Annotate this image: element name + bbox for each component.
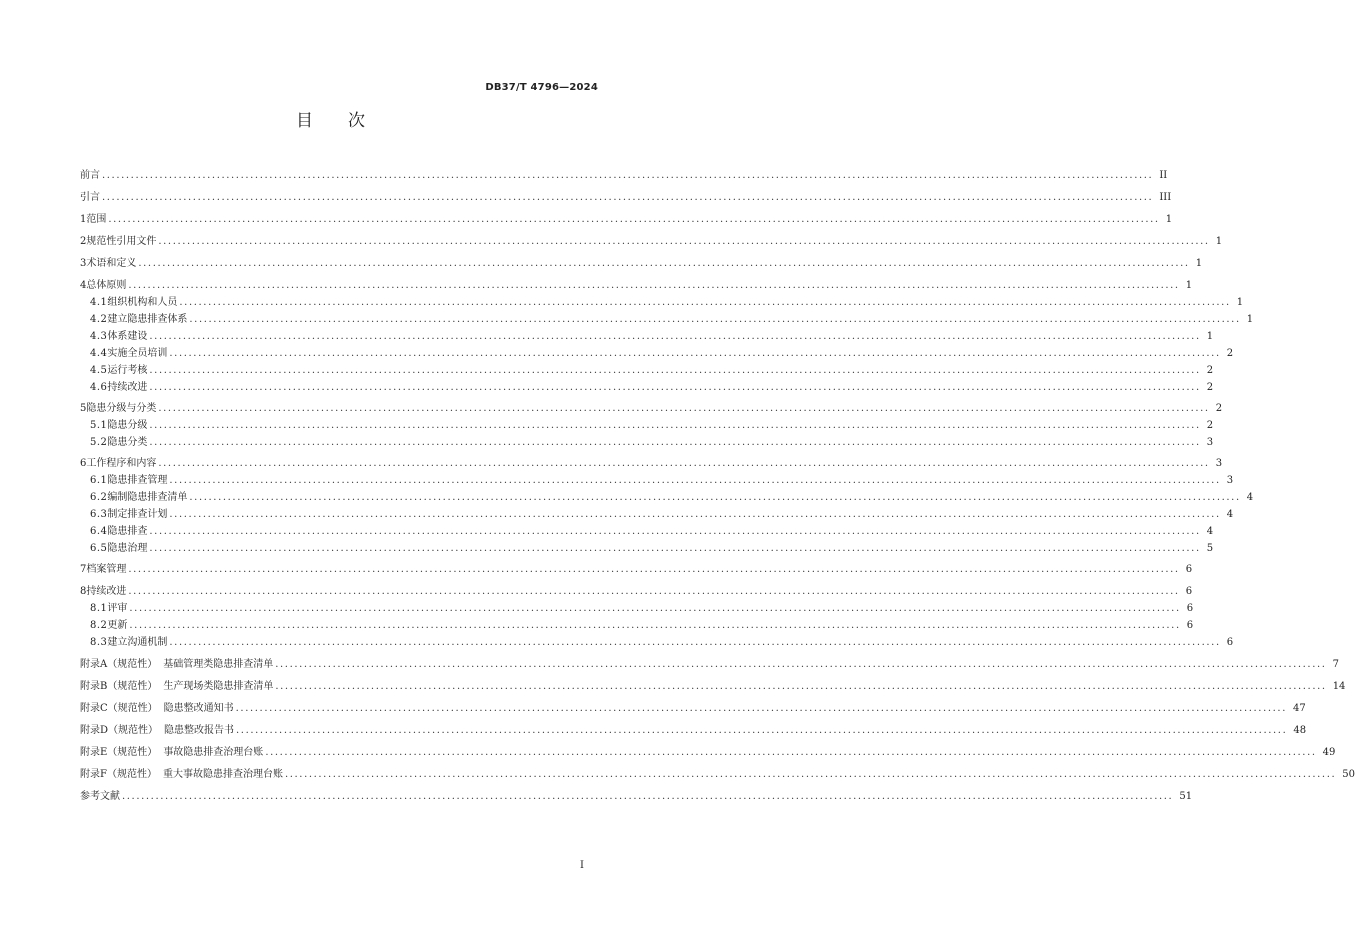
toc-entry-number: 附录E（规范性） [80, 747, 158, 758]
toc-entry[interactable] [80, 563, 1193, 577]
dot-leader: ............................................................................................................................................................................................................................ [102, 192, 1154, 203]
toc-entry-title: 持续改进 [107, 382, 148, 393]
toc-entry[interactable] [80, 279, 1193, 293]
toc-entry-title: 体系建设 [107, 331, 148, 342]
dot-leader: ............................................................................................................................................................................................................................ [102, 170, 1154, 181]
toc-entry-number: 4 [80, 280, 87, 291]
toc-entry-number: 5.1 [90, 420, 108, 431]
toc-entry-title: 总体原则 [86, 280, 127, 291]
toc-entry-title: 制定排查计划 [107, 509, 168, 520]
toc-entry[interactable] [80, 191, 1172, 205]
dot-leader: ............................................................................................................................................................................................................................ [189, 314, 1241, 325]
page-number: I [580, 860, 584, 871]
toc-entry[interactable] [80, 457, 1223, 471]
toc-entry-title: 重大事故隐患排查治理台账 [162, 769, 283, 780]
toc-entry[interactable] [90, 419, 1214, 433]
toc-entry-number: 6.2 [90, 492, 108, 503]
toc-entry[interactable] [90, 313, 1254, 327]
dot-leader: ............................................................................................................................................................................................................................ [275, 659, 1327, 670]
toc-entry-title: 实施全员培训 [107, 348, 168, 359]
toc-entry-title: 档案管理 [86, 564, 127, 575]
page-title [0, 106, 662, 131]
toc-entry-page: 49 [1322, 747, 1336, 758]
toc-entry-number: 4.5 [90, 365, 108, 376]
toc-entry-page: 6 [1185, 564, 1193, 575]
toc-entry-title: 隐患排查管理 [107, 475, 168, 486]
toc-entry-title: 工作程序和内容 [86, 458, 157, 469]
toc-entry-number: 8.1 [90, 603, 108, 614]
toc-entry-title: 生产现场类隐患排查清单 [163, 681, 274, 692]
toc-entry-number: 4.4 [90, 348, 108, 359]
toc-entry[interactable] [90, 347, 1234, 361]
toc-entry-title: 参考文献 [80, 791, 120, 802]
toc-entry-number: 4.3 [90, 331, 108, 342]
toc-entry-number: 8.2 [90, 620, 108, 631]
toc-entry-page: 2 [1206, 365, 1214, 376]
toc-entry-title: 规范性引用文件 [86, 236, 157, 247]
toc-entry-title: 术语和定义 [86, 258, 137, 269]
toc-entry[interactable] [90, 296, 1244, 310]
toc-entry-page: 6 [1186, 603, 1194, 614]
toc-entry-page: 1 [1165, 214, 1173, 225]
toc-entry[interactable] [80, 790, 1193, 804]
dot-leader: ............................................................................................................................................................................................................................ [129, 620, 1181, 631]
dot-leader: ............................................................................................................................................................................................................................ [149, 420, 1201, 431]
toc-entry-title: 基础管理类隐患排查清单 [163, 659, 274, 670]
toc-entry-number: 6 [80, 458, 87, 469]
dot-leader: ............................................................................................................................................................................................................................ [158, 236, 1210, 247]
toc-entry-page: 47 [1292, 703, 1306, 714]
toc-entry-page: 50 [1342, 769, 1355, 780]
dot-leader: ............................................................................................................................................................................................................................ [169, 637, 1221, 648]
toc-entry-title: 评审 [107, 603, 128, 614]
toc-entry-title: 运行考核 [107, 365, 148, 376]
toc-entry[interactable] [90, 619, 1194, 633]
toc-entry-page: 1 [1236, 297, 1244, 308]
toc-entry-page: 1 [1185, 280, 1193, 291]
dot-leader: ............................................................................................................................................................................................................................ [169, 475, 1221, 486]
toc-entry-number: 4.1 [90, 297, 108, 308]
toc-entry[interactable] [80, 724, 1307, 738]
toc-entry-page: 2 [1226, 348, 1234, 359]
toc-entry[interactable] [80, 768, 1355, 782]
toc-entry-number: 6.5 [90, 543, 108, 554]
toc-entry-number: 6.1 [90, 475, 108, 486]
toc-entry-title: 更新 [107, 620, 128, 631]
dot-leader: ............................................................................................................................................................................................................................ [236, 725, 1288, 736]
toc-entry-page: 6 [1186, 620, 1194, 631]
toc-entry-title: 隐患排查 [107, 526, 148, 537]
toc-entry[interactable] [90, 542, 1214, 556]
toc-entry[interactable] [80, 702, 1306, 716]
toc-entry[interactable] [90, 508, 1234, 522]
toc-entry-title: 范围 [86, 214, 107, 225]
dot-leader: ............................................................................................................................................................................................................................ [138, 258, 1190, 269]
toc-entry-number: 8 [80, 586, 87, 597]
standard-code: DB37/T 4796—2024 [485, 82, 598, 93]
dot-leader: ............................................................................................................................................................................................................................ [128, 586, 1180, 597]
toc-entry-number: 附录C（规范性） [80, 703, 158, 714]
toc-entry-page: 2 [1215, 403, 1223, 414]
toc-entry-title: 隐患整改报告书 [164, 725, 235, 736]
toc-entry-page: 1 [1246, 314, 1254, 325]
toc-entry-page: 4 [1246, 492, 1254, 503]
dot-leader: ............................................................................................................................................................................................................................ [128, 564, 1180, 575]
dot-leader: ............................................................................................................................................................................................................................ [149, 526, 1201, 537]
dot-leader: ............................................................................................................................................................................................................................ [158, 403, 1210, 414]
toc-entry-number: 附录D（规范性） [80, 725, 159, 736]
toc-entry-number: 5.2 [90, 437, 108, 448]
toc-entry-title: 建立隐患排查体系 [107, 314, 188, 325]
toc-entry-page: 5 [1206, 543, 1214, 554]
toc-entry-page: 4 [1206, 526, 1214, 537]
toc-entry-title: 隐患整改通知书 [163, 703, 234, 714]
toc-entry[interactable] [80, 213, 1173, 227]
toc-entry-title: 组织机构和人员 [107, 297, 178, 308]
toc-entry-page: 1 [1195, 258, 1203, 269]
toc-entry-title: 持续改进 [86, 586, 127, 597]
title-part-1: 目 [296, 111, 314, 131]
toc-entry-number: 6.4 [90, 526, 108, 537]
dot-leader: ............................................................................................................................................................................................................................ [265, 747, 1317, 758]
dot-leader: ............................................................................................................................................................................................................................ [158, 458, 1210, 469]
toc-entry-number: 6.3 [90, 509, 108, 520]
toc-entry[interactable] [80, 585, 1193, 599]
toc-entry-title: 事故隐患排查治理台账 [163, 747, 264, 758]
toc-entry[interactable] [80, 235, 1223, 249]
toc-entry-page: 6 [1226, 637, 1234, 648]
toc-entry-number: 附录B（规范性） [80, 681, 158, 692]
toc-entry-page: 48 [1293, 725, 1307, 736]
dot-leader: ............................................................................................................................................................................................................................ [122, 791, 1174, 802]
toc-entry-number: 7 [80, 564, 87, 575]
toc-entry-number: 2 [80, 236, 87, 247]
toc-entry-page: 1 [1206, 331, 1214, 342]
toc-entry-title: 隐患分级 [107, 420, 148, 431]
toc-entry-number: 附录A（规范性） [80, 659, 158, 670]
toc-entry[interactable] [90, 330, 1214, 344]
toc-entry[interactable] [90, 474, 1234, 488]
toc-entry-number: 4.2 [90, 314, 108, 325]
dot-leader: ............................................................................................................................................................................................................................ [149, 437, 1201, 448]
dot-leader: ............................................................................................................................................................................................................................ [235, 703, 1287, 714]
dot-leader: ............................................................................................................................................................................................................................ [189, 492, 1241, 503]
dot-leader: ............................................................................................................................................................................................................................ [179, 297, 1231, 308]
toc-entry[interactable] [90, 525, 1214, 539]
toc-entry[interactable] [90, 364, 1214, 378]
toc-entry-title: 隐患分级与分类 [86, 403, 157, 414]
dot-leader: ............................................................................................................................................................................................................................ [169, 348, 1221, 359]
toc-entry-page: 2 [1206, 420, 1214, 431]
dot-leader: ............................................................................................................................................................................................................................ [129, 603, 1181, 614]
title-part-2: 次 [348, 111, 366, 131]
dot-leader: ............................................................................................................................................................................................................................ [128, 280, 1180, 291]
toc-entry-page: 1 [1215, 236, 1223, 247]
toc-entry[interactable] [80, 658, 1339, 672]
toc-entry-title: 前言 [80, 170, 100, 181]
toc-entry-page: 6 [1185, 586, 1193, 597]
toc-entry-page: 51 [1179, 791, 1193, 802]
toc-entry[interactable] [90, 381, 1214, 395]
dot-leader: ............................................................................................................................................................................................................................ [149, 331, 1201, 342]
toc-entry[interactable] [80, 402, 1223, 416]
toc-entry[interactable] [80, 680, 1346, 694]
toc-entry-number: 附录F（规范性） [80, 769, 157, 780]
toc-entry-page: 7 [1332, 659, 1339, 670]
toc-entry-page: 14 [1332, 681, 1346, 692]
toc-entry[interactable] [90, 636, 1234, 650]
toc-entry-number: 3 [80, 258, 87, 269]
toc-entry-page: 3 [1226, 475, 1234, 486]
toc-entry-number: 8.3 [90, 637, 108, 648]
toc-entry[interactable] [80, 746, 1336, 760]
dot-leader: ............................................................................................................................................................................................................................ [284, 769, 1337, 780]
toc-entry-number: 1 [80, 214, 87, 225]
toc-entry-title: 建立沟通机制 [107, 637, 168, 648]
toc-entry[interactable] [80, 169, 1168, 183]
dot-leader: ............................................................................................................................................................................................................................ [149, 365, 1201, 376]
toc-entry[interactable] [90, 491, 1254, 505]
toc-entry-page: II [1159, 170, 1168, 181]
dot-leader: ............................................................................................................................................................................................................................ [169, 509, 1221, 520]
toc-entry-title: 隐患分类 [107, 437, 148, 448]
dot-leader: ............................................................................................................................................................................................................................ [108, 214, 1160, 225]
dot-leader: ............................................................................................................................................................................................................................ [275, 681, 1327, 692]
toc-entry-number: 4.6 [90, 382, 108, 393]
toc-entry[interactable] [90, 436, 1214, 450]
toc-entry-page: 3 [1215, 458, 1223, 469]
dot-leader: ............................................................................................................................................................................................................................ [149, 543, 1201, 554]
toc-entry[interactable] [80, 257, 1203, 271]
toc-entry[interactable] [90, 602, 1194, 616]
toc-entry-title: 编制隐患排查清单 [107, 492, 188, 503]
toc-entry-title: 引言 [80, 192, 100, 203]
toc-entry-page: III [1159, 192, 1172, 203]
toc-entry-page: 3 [1206, 437, 1214, 448]
dot-leader: ............................................................................................................................................................................................................................ [149, 382, 1201, 393]
toc-entry-title: 隐患治理 [107, 543, 148, 554]
toc-entry-page: 4 [1226, 509, 1234, 520]
toc-entry-page: 2 [1206, 382, 1214, 393]
toc-entry-number: 5 [80, 403, 87, 414]
